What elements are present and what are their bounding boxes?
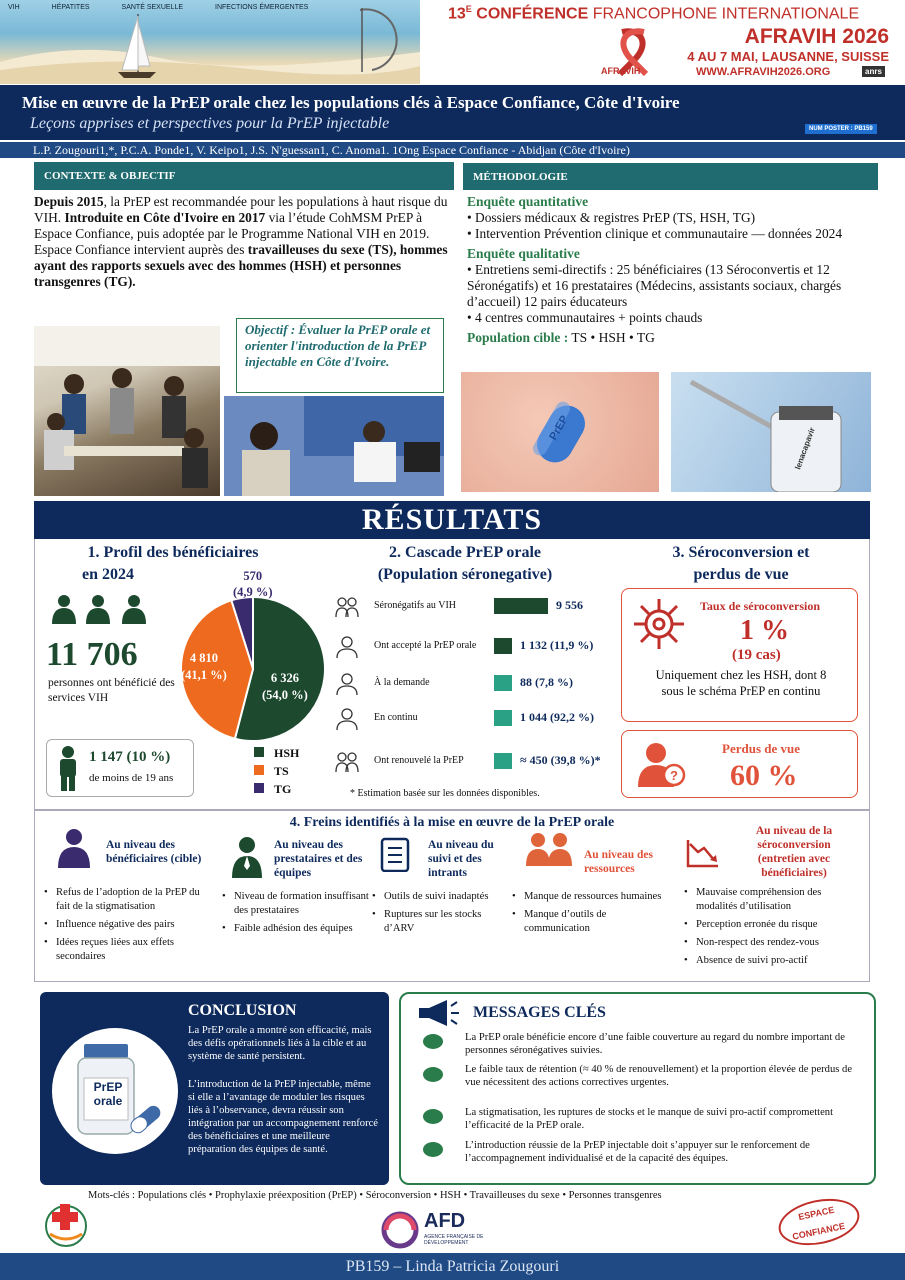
cascade-value: 1 044 (92,2 %) [520, 710, 594, 724]
contexte-text: Depuis 2015, la PrEP est recommandée pour les populations à haut risque du VIH. Introduite en Côte d'Ivoire en 2017 via l’étude CohMSM PrEP à Espace Confiance, puis adoptée par le Programme National VIH en 2019. Espace Confiance intervient auprès des travailleuses du sexe (TS), hommes ayant des rapports sexuels avec des hommes (HSH) et personnes transgenres (TG). [34, 194, 448, 289]
cascade-label: En continu [374, 712, 418, 723]
contexte-heading: CONTEXTE & OBJECTIF [44, 170, 176, 182]
quant-item: • Intervention Prévention clinique et communautaire — données 2024 [467, 226, 843, 241]
cascade-value: 1 132 (11,9 %) [520, 638, 594, 652]
frein-col-head: Au niveau des prestataires et des équipes [274, 839, 363, 879]
title-band [0, 85, 905, 140]
profil-heading: 1. Profil des bénéficiaires en 2024 [82, 544, 259, 583]
qual-item: • Entretiens semi-directifs : 25 bénéficiaires (13 Séroconvertis et 12 Séronégatifs) et 16 prestataires (Médecins, assistants sociaux, chargés d’accueil) 12 pairs éducateurs [467, 262, 842, 309]
sailboat-illustration [0, 0, 420, 84]
cascade-row [334, 633, 624, 661]
seroconversion-cases: (19 cas) [732, 647, 781, 663]
key-message: La PrEP orale bénéficie encore d’une faible couverture au regard du nombre important de personnes séronégatives suivies. [465, 1032, 845, 1056]
perdus-de-vue-box [621, 730, 858, 798]
legend-item: HSH [254, 744, 299, 762]
banner-tag: INFECTIONS ÉMERGENTES [215, 4, 309, 11]
vial-label: lenacapavir [793, 426, 817, 471]
lost-person-icon [636, 739, 688, 791]
population-cible: Population cible : TS • HSH • TG [467, 330, 655, 345]
person-icon [334, 750, 360, 774]
anrs-logo: anrs [862, 66, 885, 77]
legend-item: TG [254, 780, 299, 798]
frein-item: • Influence négative des pairs [44, 918, 209, 932]
frein-col-head: Au niveau de la séroconversion (entretien avec bénéficiaires) [755, 825, 833, 879]
total-label: personnes ont bénéficié des services VIH [48, 677, 175, 704]
methodologie-body [467, 194, 877, 346]
checklist-icon [380, 836, 410, 872]
seroconversion-rate: 1 % [740, 615, 789, 646]
key-message: La stigmatisation, les ruptures de stocks et le manque de suivi pro-actif compromettent l’efficacité de la PrEP orale. [465, 1107, 834, 1131]
lost-value: 60 % [730, 759, 798, 792]
frein-item: • Perception erronée du risque [684, 918, 864, 932]
qual-item: • 4 centres communautaires + points chauds [467, 310, 703, 325]
cascade-footnote: * Estimation basée sur les données disponibles. [350, 788, 540, 799]
person-icon [334, 635, 360, 659]
seroconversion-box [621, 588, 858, 722]
frein-item: • Niveau de formation insuffisant des prestataires [222, 890, 377, 918]
frein-item: • Manque d’outils de communication [512, 908, 662, 936]
objective-callout: Objectif : Évaluer la PrEP orale et orienter l'introduction de la PrEP injectable en Côte d'Ivoire. [236, 318, 444, 393]
megaphone-icon [415, 998, 461, 1028]
doctor-icon [230, 836, 264, 878]
freins-title: 4. Freins identifiés à la mise en œuvre de la PrEP orale [289, 815, 615, 830]
banner-tag: HÉPATITES [51, 4, 90, 11]
frein-item: • Mauvaise compréhension des modalités d’utilisation [684, 886, 864, 914]
total-beneficiaries: 11 706 [46, 636, 138, 673]
cascade-row [334, 748, 624, 776]
cascade-value: 88 (7,8 %) [520, 675, 573, 689]
bottle-illustration [52, 1028, 178, 1154]
prep-pill-photo [461, 372, 659, 492]
beneficiary-icon [56, 828, 92, 868]
conclusion-heading: CONCLUSION [188, 1002, 297, 1019]
frein-item: • Outils de suivi inadaptés [372, 890, 512, 904]
frein-col-head: Au niveau des ressources [584, 849, 654, 875]
cascade-value: ≈ 450 (39,8 %)* [520, 753, 601, 767]
cascade-row [334, 670, 624, 698]
conference-url[interactable]: WWW.AFRAVIH2026.ORG [696, 66, 831, 78]
cascade-label: Ont accepté la PrEP orale [374, 640, 477, 651]
injectable-vial-photo [671, 372, 871, 492]
cascade-value: 9 556 [556, 598, 583, 612]
check-icon [423, 1067, 443, 1082]
cascade-bar [494, 598, 548, 614]
qual-title: Enquête qualitative [467, 246, 580, 261]
frein-item: • Ruptures sur les stocks d’ARV [372, 908, 512, 936]
person-icon [334, 595, 360, 619]
poster-subtitle: Leçons apprises et perspectives pour la PrEP injectable [30, 115, 390, 132]
messages-heading: MESSAGES CLÉS [473, 1004, 606, 1021]
bottle-label: PrEP orale [93, 1080, 123, 1108]
poster-number-badge: NUM POSTER : PB159 [805, 124, 877, 134]
youth-person-icon [55, 746, 81, 792]
check-icon [423, 1109, 443, 1124]
pie-label-tg: 570 (4,9 %) [233, 569, 273, 599]
ministry-logo [40, 1200, 92, 1248]
decline-chart-icon [686, 838, 720, 868]
cascade-heading: 2. Cascade PrEP orale (Population séronegative) [377, 544, 553, 583]
banner-tag: SANTÉ SEXUELLE [121, 4, 183, 11]
frein-item: • Faible adhésion des équipes [222, 922, 377, 936]
frein-item: • Manque de ressources humaines [512, 890, 662, 904]
frein-col-head: Au niveau des bénéficiaires (cible) [106, 839, 202, 865]
cascade-bar [494, 638, 512, 654]
frein-item: • Refus de l’adoption de la PrEP du fait de la stigmatisation [44, 886, 209, 914]
virus-icon [632, 597, 686, 651]
cascade-label: À la demande [374, 677, 430, 688]
conclusion-paragraph: La PrEP orale a montré son efficacité, mais des défis opérationnels liés à la cible et au système de santé persistent. [188, 1025, 372, 1062]
results-title: RÉSULTATS [34, 501, 870, 539]
quant-item: • Dossiers médicaux & registres PrEP (TS, HSH, TG) [467, 210, 756, 225]
conference-name: AFRAVIH 2026 [744, 25, 889, 48]
clinic-consultation-photo [224, 396, 444, 496]
afd-logo: AFD AGENCE FRANÇAISE DE DÉVELOPPEMENT [380, 1208, 500, 1248]
conference-dates: 4 AU 7 MAI, LAUSANNE, SUISSE [687, 49, 889, 64]
key-message: Le faible taux de rétention (≈ 40 % de renouvellement) et la proportion élevée de perdus de vue nécessitent des actions correctives urgentes. [465, 1064, 853, 1088]
cascade-bar [494, 675, 512, 691]
key-message: L’introduction réussie de la PrEP injectable doit s’appuyer sur le renforcement de l’accompagnement individualisé et de la capacité des équipes. [465, 1140, 810, 1164]
pie-label-ts: 4 810 (41,1 %) [181, 651, 227, 682]
seroconversion-rate-label: Taux de séroconversion [700, 599, 821, 613]
cascade-label: Séronégatifs au VIH [374, 600, 457, 611]
check-icon [423, 1142, 443, 1157]
conclusion-paragraph: L’introduction de la PrEP injectable, même si elle a l’avantage de moduler les risques liés à l’observance, devra réussir son intégration par un accompagnement renforcé des bénéficiaires et une meilleure préparation des équipes de santé. [188, 1079, 379, 1155]
frein-item: • Absence de suivi pro-actif [684, 954, 864, 968]
cascade-bar [494, 710, 512, 726]
authors-line: L.P. Zougouri1,*, P.C.A. Ponde1, V. Keipo1, J.S. N'guessan1, C. Anoma1. 1Ong Espace Confiance - Abidjan (Côte d'Ivoire) [0, 142, 905, 158]
afravih-logo-text: AFRAVIH [601, 66, 641, 76]
legend-item: TS [254, 762, 299, 780]
seroconversion-note: Uniquement chez les HSH, dont 8 sous le schéma PrEP en continu [655, 668, 827, 698]
keywords: Mots-clés : Populations clés • Prophylaxie préexposition (PrEP) • Séroconversion • HSH • Travailleuses du sexe • Personnes transgenres [88, 1190, 662, 1201]
check-icon [423, 1034, 443, 1049]
banner-tags [8, 4, 308, 11]
conference-banner [0, 0, 905, 84]
team-icon [524, 832, 574, 866]
youth-label: de moins de 19 ans [89, 772, 174, 784]
footer-bar: PB159 – Linda Patricia Zougouri [0, 1253, 905, 1280]
contexte-header [34, 162, 454, 190]
cascade-bar [494, 753, 512, 769]
youth-value: 1 147 (10 %) [89, 749, 171, 765]
pie-legend [254, 744, 299, 798]
pill-imprint: PrEP [547, 413, 571, 443]
person-icon [334, 707, 360, 731]
cascade-row [334, 593, 624, 621]
community-session-photo [34, 326, 220, 496]
conference-title: $13^E$ CONFÉRENCE FRANCOPHONE INTERNATIONALE [448, 4, 860, 23]
pie-label-hsh: 6 326 (54,0 %) [262, 671, 308, 702]
frein-item: • Non-respect des rendez-vous [684, 936, 864, 950]
banner-tag: VIH [8, 4, 20, 11]
seroconversion-heading: 3. Séroconversion et perdus de vue [672, 544, 810, 583]
methodologie-heading: MÉTHODOLOGIE [473, 170, 568, 183]
svg-text:?: ? [670, 768, 678, 783]
lost-label: Perdus de vue [722, 741, 800, 756]
person-icon [334, 672, 360, 696]
cascade-row [334, 705, 624, 733]
key-messages-panel [399, 992, 876, 1185]
quant-title: Enquête quantitative [467, 194, 589, 209]
espace-confiance-logo: ESPACE CONFIANCE [774, 1192, 863, 1252]
youth-box [46, 739, 194, 797]
frein-col-head: Au niveau du suivi et des intrants [428, 839, 494, 879]
methodologie-header [463, 163, 878, 190]
cascade-label: Ont renouvelé la PrEP [374, 755, 464, 766]
poster-title: Mise en œuvre de la PrEP orale chez les populations clés à Espace Confiance, Côte d'Ivoire [22, 93, 680, 112]
frein-item: • Idées reçues liées aux effets secondaires [44, 936, 209, 964]
conclusion-panel [40, 992, 389, 1185]
people-icon [48, 594, 158, 626]
